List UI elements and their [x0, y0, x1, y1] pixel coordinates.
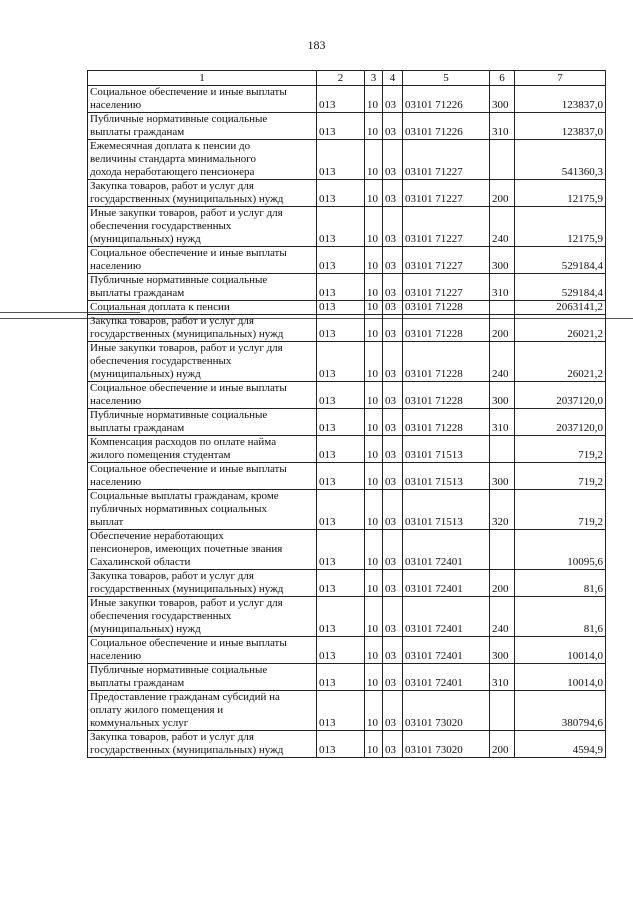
- table-row: [88, 113, 606, 140]
- row-expense-type: 200: [490, 315, 515, 342]
- row-expense-type: 300: [490, 463, 515, 490]
- row-subsection-code: 03: [383, 274, 403, 301]
- header-cell-3: 3: [365, 71, 383, 86]
- row-ministry-code: 013: [317, 436, 365, 463]
- row-name: Иные закупки товаров, работ и услуг для обеспечения государственных (муниципальных) нужд: [88, 207, 317, 247]
- table-row: [88, 637, 606, 664]
- table-row: [88, 274, 606, 301]
- row-ministry-code: 013: [317, 664, 365, 691]
- row-target-code: 03101 71227: [403, 140, 490, 180]
- row-subsection-code: 03: [383, 570, 403, 597]
- row-amount: 2037120,0: [515, 382, 606, 409]
- row-section-code: 10: [365, 113, 383, 140]
- row-name: Публичные нормативные социальные выплаты гражданам: [88, 113, 317, 140]
- row-subsection-code: 03: [383, 530, 403, 570]
- row-target-code: 03101 72401: [403, 664, 490, 691]
- row-target-code: 03101 72401: [403, 597, 490, 637]
- row-name: Социальное обеспечение и иные выплаты населению: [88, 463, 317, 490]
- row-name: Социальные выплаты гражданам, кроме публичных нормативных социальных выплат: [88, 490, 317, 530]
- row-amount: 12175,9: [515, 180, 606, 207]
- row-expense-type: 240: [490, 597, 515, 637]
- row-name: Закупка товаров, работ и услуг для государственных (муниципальных) нужд: [88, 180, 317, 207]
- header-cell-4: 4: [383, 71, 403, 86]
- row-subsection-code: 03: [383, 180, 403, 207]
- row-section-code: 10: [365, 342, 383, 382]
- row-section-code: 10: [365, 664, 383, 691]
- row-subsection-code: 03: [383, 247, 403, 274]
- row-ministry-code: 013: [317, 530, 365, 570]
- row-target-code: 03101 71228: [403, 315, 490, 342]
- row-amount: 4594,9: [515, 731, 606, 758]
- table-row: [88, 530, 606, 570]
- row-subsection-code: 03: [383, 490, 403, 530]
- row-name: Обеспечение неработающих пенсионеров, имеющих почетные звания Сахалинской области: [88, 530, 317, 570]
- row-section-code: 10: [365, 490, 383, 530]
- row-amount: 81,6: [515, 597, 606, 637]
- row-ministry-code: 013: [317, 463, 365, 490]
- row-amount: 10014,0: [515, 664, 606, 691]
- row-target-code: 03101 71228: [403, 301, 490, 315]
- row-subsection-code: 03: [383, 637, 403, 664]
- row-expense-type: 300: [490, 86, 515, 113]
- row-amount: 10014,0: [515, 637, 606, 664]
- row-subsection-code: 03: [383, 140, 403, 180]
- page-number: 183: [307, 38, 326, 52]
- row-expense-type: 310: [490, 664, 515, 691]
- table-row: [88, 247, 606, 274]
- row-amount: 2063141,2: [515, 301, 606, 315]
- row-subsection-code: 03: [383, 409, 403, 436]
- row-expense-type: 310: [490, 113, 515, 140]
- row-amount: 10095,6: [515, 530, 606, 570]
- row-expense-type: [490, 301, 515, 315]
- row-target-code: 03101 73020: [403, 731, 490, 758]
- row-name: Социальная доплата к пенсии: [88, 301, 317, 315]
- row-ministry-code: 013: [317, 140, 365, 180]
- row-ministry-code: 013: [317, 180, 365, 207]
- row-name: Закупка товаров, работ и услуг для государственных (муниципальных) нужд: [88, 570, 317, 597]
- row-section-code: 10: [365, 207, 383, 247]
- row-target-code: 03101 71513: [403, 490, 490, 530]
- header-cell-6: 6: [490, 71, 515, 86]
- row-expense-type: [490, 530, 515, 570]
- table-row: [88, 597, 606, 637]
- row-name: Публичные нормативные социальные выплаты гражданам: [88, 274, 317, 301]
- row-subsection-code: 03: [383, 436, 403, 463]
- row-target-code: 03101 71513: [403, 436, 490, 463]
- table-row: [88, 731, 606, 758]
- row-subsection-code: 03: [383, 342, 403, 382]
- row-target-code: 03101 71228: [403, 342, 490, 382]
- table-row: [88, 301, 606, 315]
- header-cell-2: 2: [317, 71, 365, 86]
- row-expense-type: 240: [490, 342, 515, 382]
- row-subsection-code: 03: [383, 664, 403, 691]
- row-amount: 12175,9: [515, 207, 606, 247]
- row-target-code: 03101 72401: [403, 637, 490, 664]
- row-target-code: 03101 71227: [403, 207, 490, 247]
- row-expense-type: 200: [490, 731, 515, 758]
- row-amount: 719,2: [515, 436, 606, 463]
- row-ministry-code: 013: [317, 274, 365, 301]
- row-target-code: 03101 73020: [403, 691, 490, 731]
- row-ministry-code: 013: [317, 207, 365, 247]
- row-section-code: 10: [365, 180, 383, 207]
- row-target-code: 03101 71227: [403, 247, 490, 274]
- row-subsection-code: 03: [383, 86, 403, 113]
- row-section-code: 10: [365, 731, 383, 758]
- row-subsection-code: 03: [383, 731, 403, 758]
- table-row: [88, 490, 606, 530]
- row-expense-type: 310: [490, 409, 515, 436]
- row-section-code: 10: [365, 436, 383, 463]
- row-name: Публичные нормативные социальные выплаты гражданам: [88, 409, 317, 436]
- row-expense-type: 300: [490, 382, 515, 409]
- header-cell-1: 1: [88, 71, 317, 86]
- row-section-code: 10: [365, 409, 383, 436]
- row-amount: 2037120,0: [515, 409, 606, 436]
- row-amount: 26021,2: [515, 315, 606, 342]
- row-target-code: 03101 71228: [403, 409, 490, 436]
- row-expense-type: 300: [490, 637, 515, 664]
- row-expense-type: 200: [490, 570, 515, 597]
- header-cell-5: 5: [403, 71, 490, 86]
- row-target-code: 03101 72401: [403, 530, 490, 570]
- row-amount: 380794,6: [515, 691, 606, 731]
- row-section-code: 10: [365, 691, 383, 731]
- row-target-code: 03101 71226: [403, 113, 490, 140]
- table-row: [88, 180, 606, 207]
- row-section-code: 10: [365, 247, 383, 274]
- row-subsection-code: 03: [383, 315, 403, 342]
- table-row: [88, 315, 606, 342]
- row-section-code: 10: [365, 597, 383, 637]
- table-row: [88, 570, 606, 597]
- table-row: [88, 436, 606, 463]
- header-row: [88, 71, 606, 86]
- row-name: Иные закупки товаров, работ и услуг для обеспечения государственных (муниципальных) нужд: [88, 342, 317, 382]
- row-amount: 719,2: [515, 463, 606, 490]
- row-amount: 123837,0: [515, 86, 606, 113]
- row-amount: 541360,3: [515, 140, 606, 180]
- row-name: Социальное обеспечение и иные выплаты населению: [88, 382, 317, 409]
- row-subsection-code: 03: [383, 113, 403, 140]
- row-section-code: 10: [365, 637, 383, 664]
- row-ministry-code: 013: [317, 113, 365, 140]
- row-expense-type: [490, 691, 515, 731]
- row-ministry-code: 013: [317, 342, 365, 382]
- row-name: Социальное обеспечение и иные выплаты населению: [88, 247, 317, 274]
- row-name: Предоставление гражданам субсидий на оплату жилого помещения и коммунальных услуг: [88, 691, 317, 731]
- row-expense-type: 240: [490, 207, 515, 247]
- row-ministry-code: 013: [317, 597, 365, 637]
- row-section-code: 10: [365, 140, 383, 180]
- row-section-code: 10: [365, 530, 383, 570]
- row-section-code: 10: [365, 301, 383, 315]
- row-ministry-code: 013: [317, 247, 365, 274]
- row-amount: 26021,2: [515, 342, 606, 382]
- row-section-code: 10: [365, 274, 383, 301]
- row-name: Закупка товаров, работ и услуг для государственных (муниципальных) нужд: [88, 731, 317, 758]
- row-expense-type: 320: [490, 490, 515, 530]
- row-name: Публичные нормативные социальные выплаты гражданам: [88, 664, 317, 691]
- row-name: Социальное обеспечение и иные выплаты населению: [88, 86, 317, 113]
- row-amount: 529184,4: [515, 247, 606, 274]
- row-ministry-code: 013: [317, 409, 365, 436]
- row-subsection-code: 03: [383, 691, 403, 731]
- table-row: [88, 86, 606, 113]
- row-expense-type: [490, 140, 515, 180]
- table-row: [88, 140, 606, 180]
- row-ministry-code: 013: [317, 86, 365, 113]
- row-target-code: 03101 71227: [403, 274, 490, 301]
- row-ministry-code: 013: [317, 691, 365, 731]
- row-subsection-code: 03: [383, 463, 403, 490]
- row-section-code: 10: [365, 570, 383, 597]
- row-subsection-code: 03: [383, 301, 403, 315]
- row-target-code: 03101 71228: [403, 382, 490, 409]
- row-name: Иные закупки товаров, работ и услуг для обеспечения государственных (муниципальных) нужд: [88, 597, 317, 637]
- row-name: Закупка товаров, работ и услуг для государственных (муниципальных) нужд: [88, 315, 317, 342]
- row-expense-type: 300: [490, 247, 515, 274]
- row-ministry-code: 013: [317, 570, 365, 597]
- budget-table: [87, 70, 606, 758]
- row-expense-type: 200: [490, 180, 515, 207]
- table-row: [88, 382, 606, 409]
- header-cell-7: 7: [515, 71, 606, 86]
- row-ministry-code: 013: [317, 315, 365, 342]
- row-subsection-code: 03: [383, 597, 403, 637]
- row-target-code: 03101 72401: [403, 570, 490, 597]
- table-row: [88, 207, 606, 247]
- table-row: [88, 342, 606, 382]
- row-name: Ежемесячная доплата к пенсии до величины стандарта минимального дохода неработающего пенсионера: [88, 140, 317, 180]
- row-section-code: 10: [365, 86, 383, 113]
- table-row: [88, 409, 606, 436]
- row-ministry-code: 013: [317, 301, 365, 315]
- row-amount: 719,2: [515, 490, 606, 530]
- table-row: [88, 691, 606, 731]
- row-ministry-code: 013: [317, 731, 365, 758]
- row-target-code: 03101 71227: [403, 180, 490, 207]
- row-ministry-code: 013: [317, 637, 365, 664]
- row-subsection-code: 03: [383, 382, 403, 409]
- table-row: [88, 463, 606, 490]
- row-expense-type: 310: [490, 274, 515, 301]
- row-name: Социальное обеспечение и иные выплаты населению: [88, 637, 317, 664]
- row-section-code: 10: [365, 315, 383, 342]
- row-subsection-code: 03: [383, 207, 403, 247]
- row-amount: 81,6: [515, 570, 606, 597]
- row-ministry-code: 013: [317, 490, 365, 530]
- row-ministry-code: 013: [317, 382, 365, 409]
- row-expense-type: [490, 436, 515, 463]
- row-name: Компенсация расходов по оплате найма жилого помещения студентам: [88, 436, 317, 463]
- row-section-code: 10: [365, 463, 383, 490]
- row-amount: 529184,4: [515, 274, 606, 301]
- row-amount: 123837,0: [515, 113, 606, 140]
- row-target-code: 03101 71513: [403, 463, 490, 490]
- row-target-code: 03101 71226: [403, 86, 490, 113]
- row-section-code: 10: [365, 382, 383, 409]
- table-row: [88, 664, 606, 691]
